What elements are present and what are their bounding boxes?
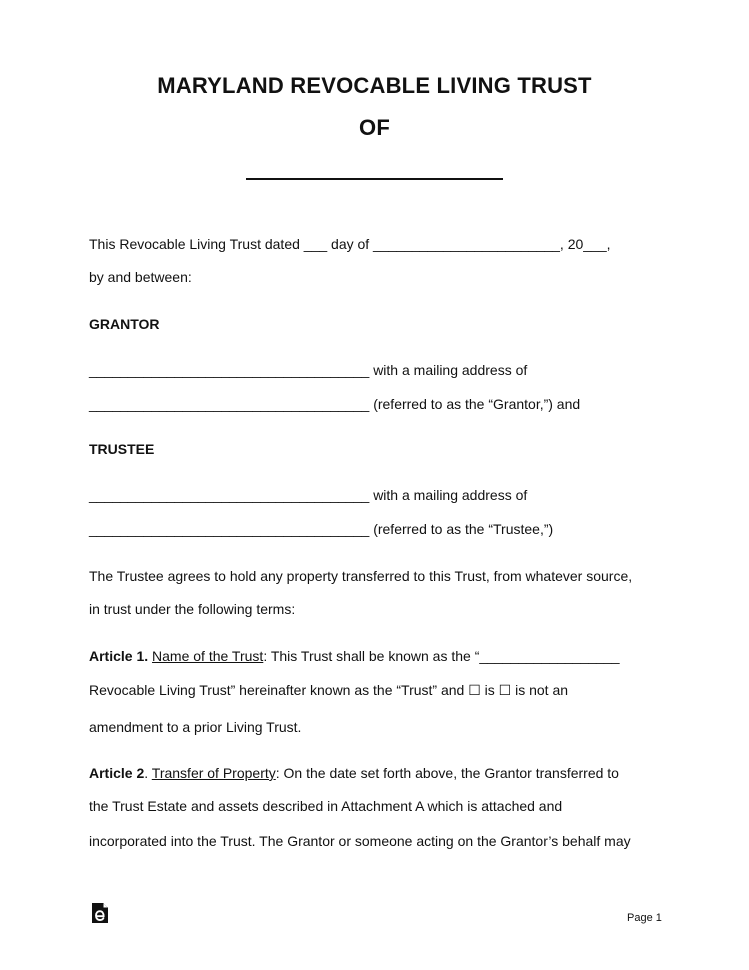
agreement-line-2: in trust under the following terms: — [89, 601, 296, 617]
article-1-line-1 — [89, 647, 620, 665]
article-1-text: : This Trust shall be known as the “__________________ — [263, 648, 620, 664]
article-2-line-1: Article 2. Transfer of Property: On the date set forth above, the Grantor transferred to — [89, 765, 619, 781]
grantor-heading: GRANTOR — [89, 316, 160, 332]
trustee-line-1: ____________________________________ with a mailing address of — [89, 487, 528, 503]
article-2-text: : On the date set forth above, the Grantor transferred to — [275, 765, 619, 781]
article-1-heading: Name of the Trust — [152, 648, 264, 664]
article-2-heading: Transfer of Property — [151, 765, 276, 781]
article-2-line-2: the Trust Estate and assets described in Attachment A which is attached and — [89, 798, 563, 814]
eforms-logo-icon — [91, 902, 109, 924]
document-title-of: OF — [359, 115, 390, 140]
document-title: MARYLAND REVOCABLE LIVING TRUST — [157, 73, 592, 98]
article-2-label: Article 2 — [89, 765, 145, 781]
grantor-line-1: ____________________________________ with a mailing address of — [89, 362, 528, 378]
agreement-line-1: The Trustee agrees to hold any property transferred to this Trust, from whatever source, — [89, 568, 633, 584]
article-1-line-3: amendment to a prior Living Trust. — [89, 719, 302, 735]
trust-name-blank — [246, 178, 503, 180]
grantor-line-2: ____________________________________ (referred to as the “Grantor,”) and — [89, 396, 581, 412]
intro-line-2: by and between: — [89, 269, 192, 285]
intro-line-1: This Revocable Living Trust dated ___ day of ________________________, 20___, — [89, 236, 611, 252]
trustee-heading: TRUSTEE — [89, 441, 155, 457]
page-number: Page 1 — [627, 912, 662, 924]
article-1-line-2: Revocable Living Trust” hereinafter known as the “Trust” and ☐ is ☐ is not an — [89, 682, 569, 698]
article-1-label: Article 1. — [89, 648, 149, 664]
trustee-line-2: ____________________________________ (referred to as the “Trustee,”) — [89, 521, 554, 537]
article-2-line-3: incorporated into the Trust. The Grantor or someone acting on the Grantor’s behalf may — [89, 833, 631, 849]
